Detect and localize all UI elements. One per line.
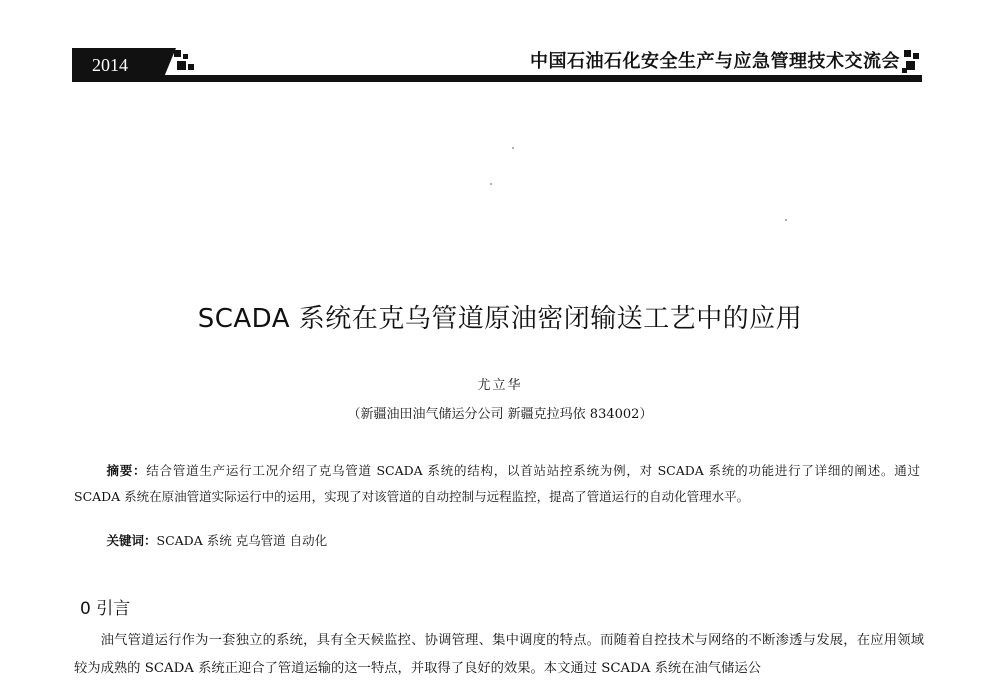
header-square-ornament-icon [174, 50, 196, 76]
scan-speck [512, 147, 514, 149]
scan-speck [490, 183, 492, 185]
keywords [74, 530, 920, 552]
body-paragraph: 油气管道运行作为一套独立的系统，具有全天候监控、协调管理、集中调度的特点。而随着自控技术与网络的不断渗透与发展，在应用领域较为成熟的 SCADA 系统正迎合了管道运输的这一特点，并取得了良好的效果。本文通过 SCADA 系统在油气储运公 [74, 633, 924, 676]
section-heading: 0 引言 [80, 599, 131, 619]
header-square-ornament-right-icon [902, 50, 922, 76]
scan-speck [785, 219, 787, 221]
header-year: 2014 [72, 48, 162, 82]
conference-title: 中国石油石化安全生产与应急管理技术交流会 [530, 51, 900, 72]
keywords-label: 关键词： [106, 533, 157, 548]
author-affiliation: （新疆油田油气储运分公司 新疆克拉玛依 834002） [347, 407, 653, 422]
author-name: 尤立华 [477, 378, 523, 393]
abstract [74, 458, 920, 510]
header-rule [162, 75, 922, 82]
running-header [72, 48, 922, 82]
paper-title: SCADA 系统在克乌管道原油密闭输送工艺中的应用 [197, 304, 803, 334]
abstract-label: 摘要： [106, 463, 147, 478]
abstract-text: 结合管道生产运行工况介绍了克乌管道 SCADA 系统的结构，以首站站控系统为例，对 SCADA 系统的功能进行了详细的阐述。通过 SCADA 系统在原油管道实际运行中的运用，实现了对该管道的自动控制与远程监控，提高了管道运行的自动化管理水平。 [74, 463, 920, 504]
keywords-text: SCADA 系统 克乌管道 自动化 [156, 533, 328, 548]
